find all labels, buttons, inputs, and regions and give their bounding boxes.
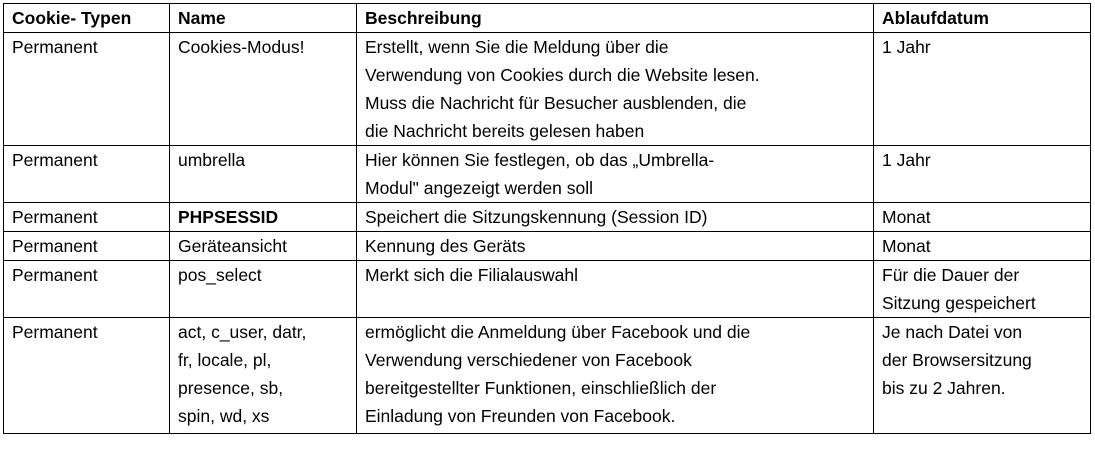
cell-name: pos_select [170, 261, 357, 318]
header-row [4, 4, 1091, 33]
header-name: Name [170, 4, 357, 33]
table-row [4, 232, 1091, 261]
header-expiry: Ablaufdatum [874, 4, 1091, 33]
cell-description: Erstellt, wenn Sie die Meldung über die Verwendung von Cookies durch die Website lesen. Muss die Nachricht für Besucher ausblenden, die die Nachricht bereits gelesen haben [357, 33, 874, 146]
header-description: Beschreibung [357, 4, 874, 33]
cell-name: act, c_user, datr, fr, locale, pl, presence, sb, spin, wd, xs [170, 318, 357, 434]
cell-cookie-type: Permanent [4, 318, 170, 434]
cell-name: Geräteansicht [170, 232, 357, 261]
cell-name: umbrella [170, 146, 357, 203]
cell-description: Hier können Sie festlegen, ob das „Umbrella- Modul" angezeigt werden soll [357, 146, 874, 203]
cell-expiry: Monat [874, 232, 1091, 261]
cell-description: Speichert die Sitzungskennung (Session ID) [357, 203, 874, 232]
cell-expiry: Für die Dauer der Sitzung gespeichert [874, 261, 1091, 318]
table-row [4, 33, 1091, 146]
cell-expiry: 1 Jahr [874, 33, 1091, 146]
cell-expiry: 1 Jahr [874, 146, 1091, 203]
cookie-table [3, 3, 1091, 434]
table-row [4, 261, 1091, 318]
cell-cookie-type: Permanent [4, 146, 170, 203]
table-row [4, 203, 1091, 232]
cell-cookie-type: Permanent [4, 203, 170, 232]
table-row [4, 318, 1091, 434]
cell-expiry: Monat [874, 203, 1091, 232]
table-row [4, 146, 1091, 203]
cell-name: PHPSESSID [170, 203, 357, 232]
cell-description: ermöglicht die Anmeldung über Facebook und die Verwendung verschiedener von Facebook bereitgestellter Funktionen, einschließlich der Einladung von Freunden von Facebook. [357, 318, 874, 434]
cell-description: Kennung des Geräts [357, 232, 874, 261]
header-cookie-type: Cookie- Typen [4, 4, 170, 33]
cell-cookie-type: Permanent [4, 232, 170, 261]
cell-description: Merkt sich die Filialauswahl [357, 261, 874, 318]
cell-cookie-type: Permanent [4, 261, 170, 318]
cell-name: Cookies-Modus! [170, 33, 357, 146]
cell-cookie-type: Permanent [4, 33, 170, 146]
cell-expiry: Je nach Datei von der Browsersitzung bis zu 2 Jahren. [874, 318, 1091, 434]
